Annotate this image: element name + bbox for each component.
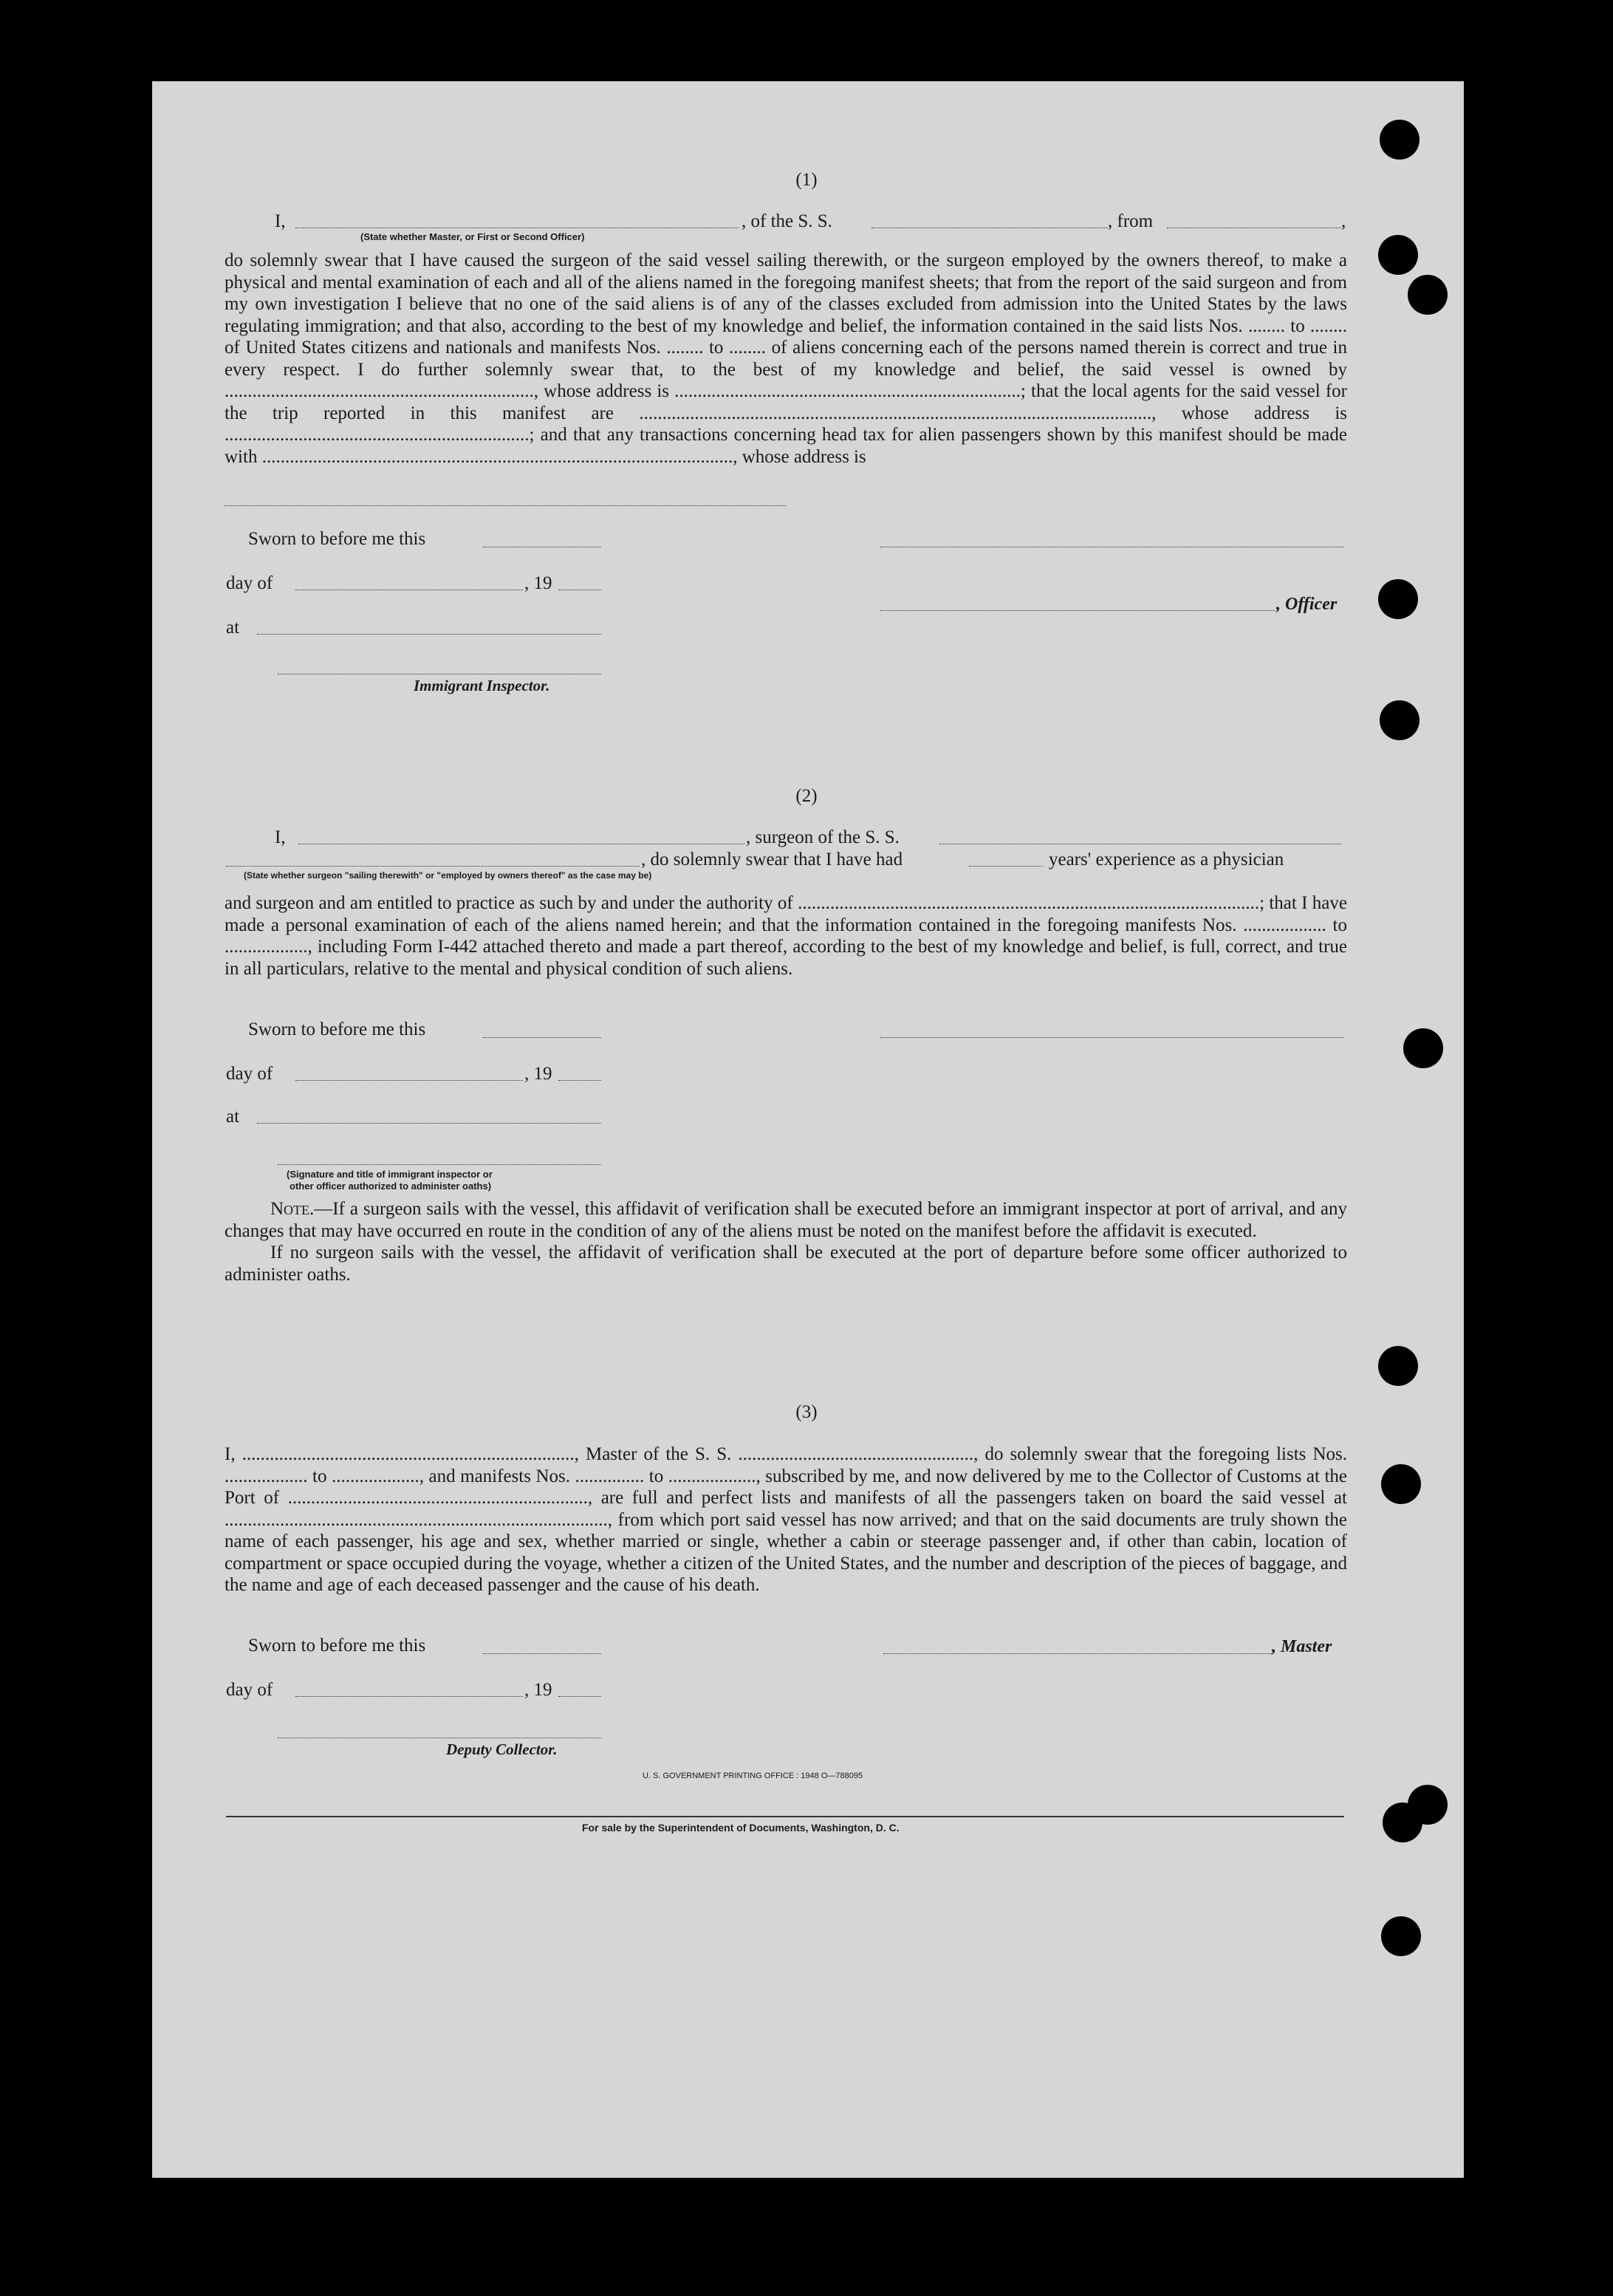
signature-line xyxy=(883,1653,1272,1654)
signature-line xyxy=(278,1164,601,1165)
s2-body: and surgeon and am entitled to practice as such by and under the authority of ....................................................................................................; that I have made a personal examination of each of the aliens named herein; and that the information contained in the foregoing manifests Nos. .................. to .................., including Form I-442 attached thereto and made a part thereof, according to the best of my knowledge and belief, is full, correct, and true in all particulars, relative to the mental and physical condition of such aliens. xyxy=(225,893,1347,979)
s1-inspector: Immigrant Inspector. xyxy=(414,677,550,694)
s2-line1-mid: , surgeon of the S. S. xyxy=(746,827,900,847)
s2-line2-end: years' experience as a physician xyxy=(1049,850,1284,869)
s1-sworn: Sworn to before me this xyxy=(248,529,426,549)
s2-day-of: day of xyxy=(226,1064,273,1084)
s2-line2: , do solemnly swear that I have had xyxy=(641,850,903,869)
s2-sworn: Sworn to before me this xyxy=(248,1019,426,1039)
s1-line1-of: , of the S. S. xyxy=(742,211,832,231)
punch-hole xyxy=(1408,275,1448,315)
note-label: Note. xyxy=(270,1199,315,1219)
punch-hole xyxy=(1378,235,1418,275)
blank-line xyxy=(226,866,640,867)
blank-line xyxy=(483,1037,601,1038)
s3-master: , Master xyxy=(1272,1637,1332,1656)
s3-day-of: day of xyxy=(226,1680,273,1700)
blank-line xyxy=(257,1123,601,1124)
punch-hole xyxy=(1378,579,1418,619)
s1-at: at xyxy=(226,618,240,638)
punch-hole xyxy=(1380,120,1419,160)
s1-body: do solemnly swear that I have caused the surgeon of the said vessel sailing therewith, or the surgeon employed by the owners thereof, to make a physical and mental examination of each and all of the aliens named in the foregoing manifest sheets; that from the report of the said surgeon and from my own investigation I believe that no one of the said aliens is of any of the classes excluded from admission into the United States by the laws regulating immigration; and that also, according to the best of my knowledge and belief, the information contained in the said lists Nos. ........ to ........ of United States citizens and nationals and manifests Nos. ........ to ........ of aliens concerning each of the persons named therein is correct and true in every respect. I do further solemnly swear that, to the best of my knowledge and belief, the said vessel is owned by ..................................................................., whose address is ...........................................................................; that the local agents for the said vessel for the trip reported in this manifest are ..............................................................................................................., whose address is ..................................................................; and that any transactions concerning head tax for alien passengers shown by this manifest should be made with ......................................................................................................, whose address is xyxy=(225,250,1347,467)
signature-line xyxy=(880,1037,1344,1038)
punch-hole xyxy=(1381,1464,1421,1504)
blank-line xyxy=(558,1080,601,1081)
printing-office-imprint: U. S. GOVERNMENT PRINTING OFFICE : 1948 O—788095 xyxy=(643,1771,863,1780)
s3-body: I, ........................................................................, Master of the S. S. ..................................................., do solemnly swear that the foregoing lists Nos. .................. to ..................., and manifests Nos. ............... to ..................., subscribed by me, and now delivered by me to the Collector of Customs at the Port of ................................................................., are full and perfect lists and manifests of all the passengers taken on board the said vessel at ..................................................................................., from which port said vessel has now arrived; and that on the said documents are truly shown the name of each passenger, his age and sex, whether married or single, whether a cabin or steerage passenger and, if other than cabin, location of compartment or space occupied during the voyage, whether a citizen of the United States, and the number and description of the pieces of baggage, and the name and age of each deceased passenger and the cause of his death. xyxy=(225,1444,1347,1595)
s1-line1-end: , xyxy=(1341,211,1346,231)
section-2-number: (2) xyxy=(795,786,818,806)
punch-hole xyxy=(1403,1028,1443,1068)
s1-officer: , Officer xyxy=(1276,595,1338,614)
s2-note xyxy=(225,1198,1347,1285)
s2-at: at xyxy=(226,1107,240,1127)
s2-caption: (State whether surgeon "sailing therewith" or "employed by owners thereof" as the case may be) xyxy=(244,870,652,881)
note-text-2: If no surgeon sails with the vessel, the affidavit of verification shall be executed at the port of departure before some officer authorized to administer oaths. xyxy=(225,1243,1347,1285)
blank-line xyxy=(225,505,786,506)
punch-hole xyxy=(1378,1346,1418,1386)
for-sale-notice: For sale by the Superintendent of Documents, Washington, D. C. xyxy=(582,1822,900,1834)
s1-year: , 19 xyxy=(524,573,552,593)
blank-line xyxy=(257,634,601,635)
s3-collector: Deputy Collector. xyxy=(446,1740,558,1758)
section-1-number: (1) xyxy=(795,170,818,190)
s2-line1-start: I, xyxy=(275,827,286,847)
s1-line1-start: I, xyxy=(275,211,286,231)
s3-sworn: Sworn to before me this xyxy=(248,1636,426,1656)
punch-hole xyxy=(1380,700,1419,740)
s2-year: , 19 xyxy=(524,1064,552,1084)
blank-line xyxy=(295,1080,523,1081)
section-3-number: (3) xyxy=(795,1402,818,1422)
punch-hole xyxy=(1381,1916,1421,1956)
punch-hole xyxy=(1383,1803,1422,1842)
note-text-1: —If a surgeon sails with the vessel, this affidavit of verification shall be executed before an immigrant inspector at port of arrival, and any changes that may have occurred en route in the condition of any of the aliens must be noted on the manifest before the affidavit is executed. xyxy=(225,1199,1347,1241)
s1-day-of: day of xyxy=(226,573,273,593)
blank-line xyxy=(295,1696,523,1697)
blank-line xyxy=(969,866,1043,867)
signature-line xyxy=(880,610,1275,611)
footer-rule xyxy=(226,1816,1344,1817)
s2-sig-caption-1: (Signature and title of immigrant inspector or xyxy=(287,1169,493,1180)
s1-line1-from: , from xyxy=(1108,211,1154,231)
s3-year: , 19 xyxy=(524,1680,552,1700)
blank-line xyxy=(558,1696,601,1697)
s2-sig-caption-2: other officer authorized to administer oaths) xyxy=(290,1181,492,1192)
s1-caption: (State whether Master, or First or Second Officer) xyxy=(360,231,585,242)
blank-line xyxy=(483,1653,601,1654)
